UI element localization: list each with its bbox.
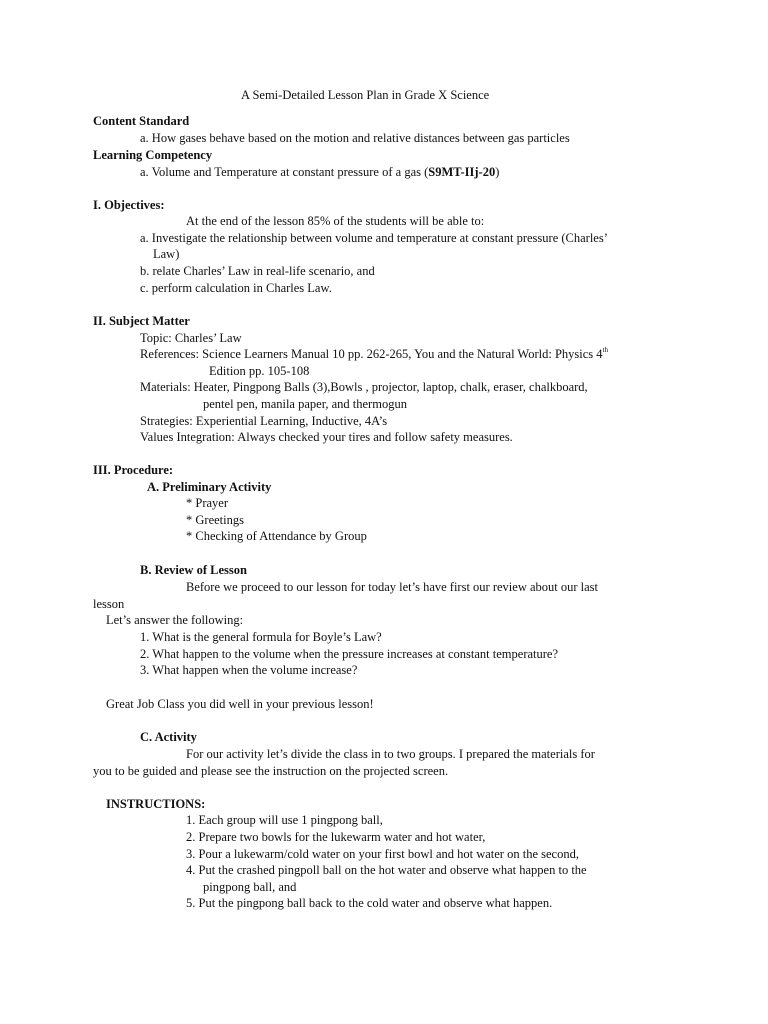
subject-topic: Topic: Charles’ Law [140,331,242,345]
review-heading: B. Review of Lesson [140,563,247,577]
instruction-3: 3. Pour a lukewarm/cold water on your first bowl and hot water on the second, [186,847,579,861]
preliminary-item: * Prayer [186,496,228,510]
objective-a-line1: a. Investigate the relationship between volume and temperature at constant pressure (Charles’ [140,231,608,245]
instructions-heading: INSTRUCTIONS: [106,797,206,811]
objective-b: b. relate Charles’ Law in real-life scenario, and [140,264,375,278]
objectives-heading: I. Objectives: [93,198,165,212]
objective-a-line2: Law) [153,247,180,261]
subject-materials: Materials: Heater, Pingpong Balls (3),Bowls , projector, laptop, chalk, eraser, chalkboard, [140,380,588,394]
review-praise: Great Job Class you did well in your previous lesson! [106,697,374,711]
instruction-1: 1. Each group will use 1 pingpong ball, [186,813,383,827]
competency-code: S9MT-IIj-20 [428,165,496,179]
competency-close: ) [495,165,500,179]
subject-references-line2: Edition pp. 105-108 [209,364,310,378]
review-question-2: 2. What happen to the volume when the pressure increases at constant temperature? [140,647,559,661]
activity-heading: C. Activity [140,730,197,744]
review-question-1: 1. What is the general formula for Boyle’s Law? [140,630,382,644]
preliminary-item: * Checking of Attendance by Group [186,529,367,543]
subject-values-integration: Values Integration: Always checked your tires and follow safety measures. [140,430,513,444]
objectives-intro: At the end of the lesson 85% of the students will be able to: [186,214,485,228]
review-answer-prompt: Let’s answer the following: [106,613,244,627]
instruction-5: 5. Put the pingpong ball back to the cold water and observe what happen. [186,896,553,910]
learning-competency-item-a [140,164,499,180]
subject-strategies: Strategies: Experiential Learning, Inductive, 4A’s [140,414,388,428]
subject-references [140,346,608,362]
references-superscript: th [602,346,608,354]
objective-c: c. perform calculation in Charles Law. [140,281,332,295]
instruction-4-line2: pingpong ball, and [203,880,297,894]
content-standard-item-a: a. How gases behave based on the motion and relative distances between gas particles [140,131,570,145]
preliminary-item: * Greetings [186,513,244,527]
review-paragraph-line1: Before we proceed to our lesson for today let’s have first our review about our last [186,580,599,594]
activity-paragraph-line2: you to be guided and please see the instruction on the projected screen. [93,764,449,778]
competency-text: a. Volume and Temperature at constant pressure of a gas ( [140,165,429,179]
subject-materials-line2: pentel pen, manila paper, and thermogun [203,397,407,411]
references-text: References: Science Learners Manual 10 pp. 262-265, You and the Natural World: Physics 4 [140,347,603,361]
procedure-heading: III. Procedure: [93,463,174,477]
document-title: A Semi-Detailed Lesson Plan in Grade X Science [241,88,490,102]
instruction-2: 2. Prepare two bowls for the lukewarm water and hot water, [186,830,486,844]
review-question-3: 3. What happen when the volume increase? [140,663,358,677]
learning-competency-heading: Learning Competency [93,148,213,162]
instruction-4: 4. Put the crashed pingpoll ball on the hot water and observe what happen to the [186,863,587,877]
review-paragraph-line2: lesson [93,597,125,611]
preliminary-activity-heading: A. Preliminary Activity [147,480,272,494]
activity-paragraph-line1: For our activity let’s divide the class in to two groups. I prepared the materials for [186,747,595,761]
content-standard-heading: Content Standard [93,114,190,128]
subject-matter-heading: II. Subject Matter [93,314,190,328]
